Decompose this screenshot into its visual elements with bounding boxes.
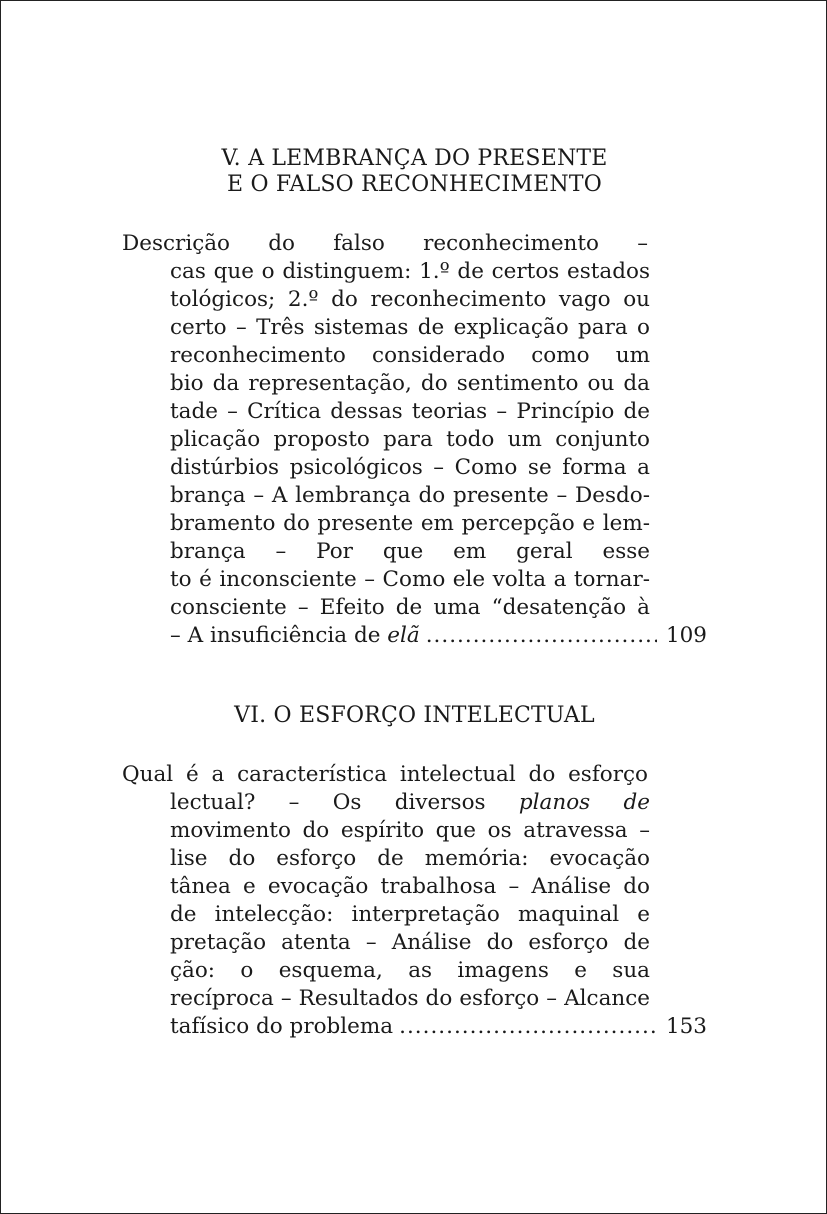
- summary-text: – A insuficiência de: [170, 623, 388, 648]
- summary-line: recíproca – Resultados do esforço – Alcance: [170, 986, 650, 1011]
- dot-leader: [399, 1013, 657, 1041]
- summary-line: pretação atenta – Análise do esforço de: [170, 930, 650, 955]
- summary-text: lectual? – Os diversos: [170, 790, 519, 815]
- summary-line: ção: o esquema, as imagens e sua: [170, 958, 650, 983]
- page-number: 153: [665, 1014, 707, 1039]
- summary-text: tafísico do problema: [170, 1014, 394, 1039]
- summary-line: brança – A lembrança do presente – Desdo-: [170, 483, 650, 508]
- summary-line: movimento do espírito que os atravessa –: [170, 818, 650, 843]
- summary-line: Descrição do falso reconhecimento –: [122, 231, 648, 256]
- summary-line: to é inconsciente – Como ele volta a tornar-: [170, 567, 650, 592]
- italic-term: planos de: [518, 790, 650, 815]
- toc-section-chapter-6: [122, 703, 707, 729]
- summary-line: tânea e evocação trabalhosa – Análise do: [170, 874, 650, 899]
- summary-line: certo – Três sistemas de explicação para o: [170, 315, 650, 340]
- summary-line: bio da representação, do sentimento ou da: [170, 371, 650, 396]
- summary-line: de intelecção: interpretação maquinal e: [170, 902, 650, 927]
- summary-line: tológicos; 2.º do reconhecimento vago ou: [170, 287, 650, 312]
- chapter-5-title-line-2: E O FALSO RECONHECIMENTO: [227, 172, 602, 197]
- toc-entry-last-line: [170, 622, 707, 650]
- summary-line: [170, 789, 650, 817]
- summary-line: tade – Crítica dessas teorias – Princípio de: [170, 399, 650, 424]
- summary-line: plicação proposto para todo um conjunto: [170, 427, 650, 452]
- summary-line: reconhecimento considerado como um: [170, 343, 650, 368]
- summary-line: distúrbios psicológicos – Como se forma a: [170, 455, 650, 480]
- chapter-6-title: VI. O ESFORÇO INTELECTUAL: [234, 703, 595, 728]
- summary-line: cas que o distinguem: 1.º de certos estados: [170, 259, 650, 284]
- summary-line: consciente – Efeito de uma “desatenção à: [170, 595, 650, 620]
- chapter-5-title-line-1: V. A LEMBRANÇA DO PRESENTE: [221, 146, 608, 171]
- page-number: 109: [665, 623, 707, 648]
- dot-leader: [426, 622, 657, 650]
- summary-line: bramento do presente em percepção e lem-: [170, 511, 650, 536]
- summary-line-text: [170, 622, 420, 650]
- italic-term: elã: [387, 623, 420, 648]
- summary-line: Qual é a característica intelectual do esforço: [122, 762, 648, 787]
- toc-entry-last-line: [170, 1013, 707, 1041]
- toc-section-chapter-5: [122, 146, 707, 198]
- summary-line: brança – Por que em geral esse: [170, 539, 650, 564]
- summary-line: lise do esforço de memória: evocação: [170, 846, 650, 871]
